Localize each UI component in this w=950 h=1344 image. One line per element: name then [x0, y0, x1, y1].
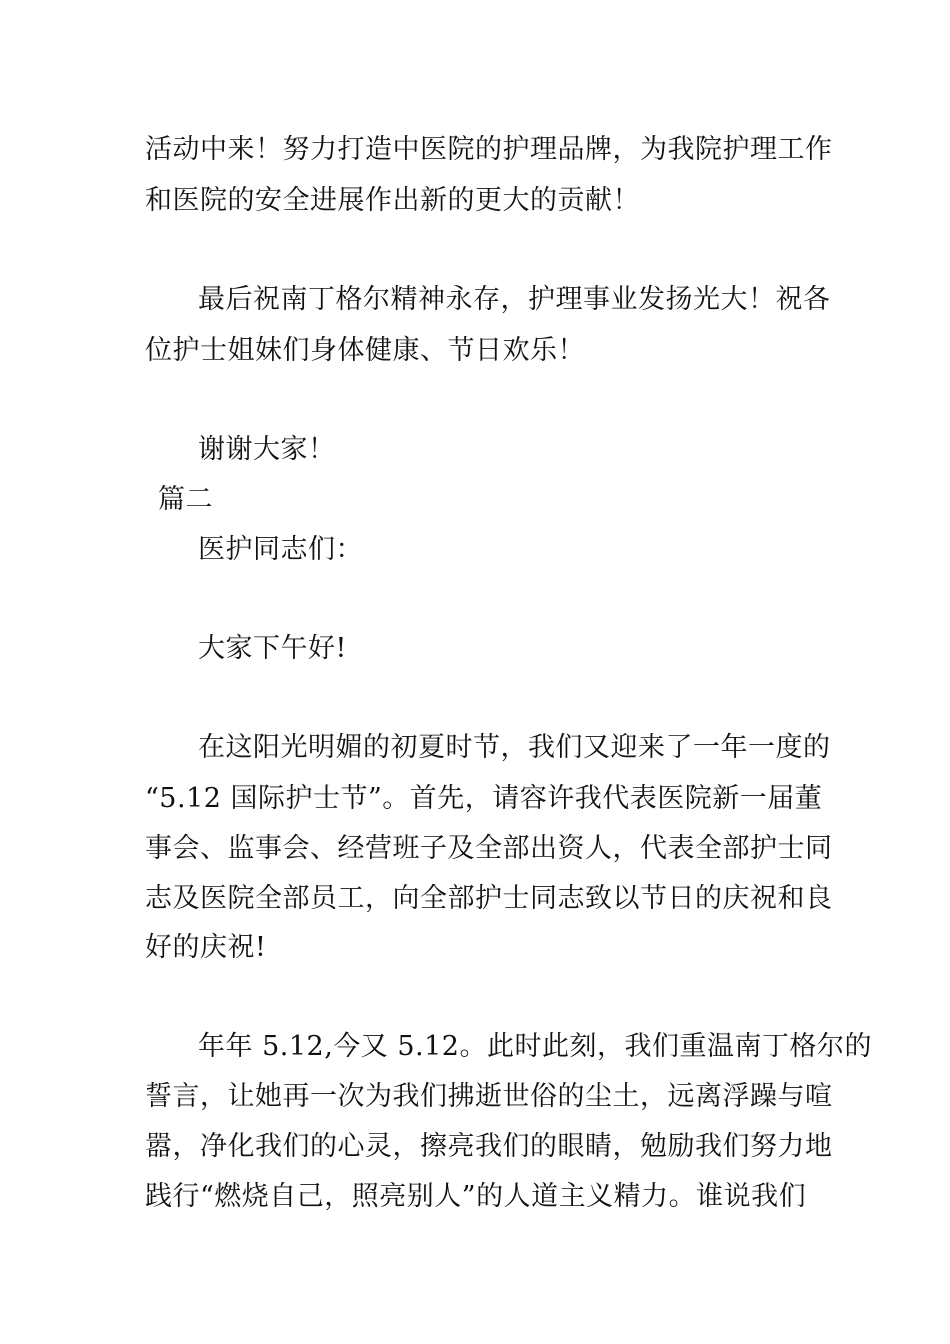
paragraph-line: 最后祝南丁格尔精神永存，护理事业发扬光大！祝各: [198, 284, 831, 315]
paragraph-line: 志及医院全部员工，向全部护士同志致以节日的庆祝和良: [145, 883, 833, 914]
paragraph-line: 年年 5.12,今又 5.12。此时此刻，我们重温南丁格尔的: [198, 1031, 872, 1062]
paragraph-line: 好的庆祝!: [145, 932, 267, 963]
paragraph-line: “5.12 国际护士节”。首先，请容许我代表医院新一届董: [145, 783, 823, 814]
paragraph-line: 在这阳光明媚的初夏时节，我们又迎来了一年一度的: [198, 732, 831, 763]
paragraph-line: 嚣，净化我们的心灵，擦亮我们的眼睛，勉励我们努力地: [145, 1131, 833, 1162]
greeting-line: 大家下午好!: [198, 633, 347, 664]
closing-line: 谢谢大家！: [198, 434, 336, 465]
paragraph-line: 事会、监事会、经营班子及全部出资人，代表全部护士同: [145, 833, 833, 864]
paragraph-line: 位护士姐妹们身体健康、节日欢乐！: [145, 335, 585, 366]
salutation-line: 医护同志们：: [198, 534, 363, 565]
paragraph-line: 践行“燃烧自己，照亮别人”的人道主义精力。谁说我们: [145, 1181, 807, 1212]
paragraph-line: 和医院的安全进展作出新的更大的贡献！: [145, 185, 640, 216]
paragraph-line: 活动中来！努力打造中医院的护理品牌，为我院护理工作: [145, 134, 833, 165]
paragraph-line: 誓言，让她再一次为我们拂逝世俗的尘土，远离浮躁与喧: [145, 1081, 833, 1112]
section-heading: 篇二: [158, 484, 213, 515]
